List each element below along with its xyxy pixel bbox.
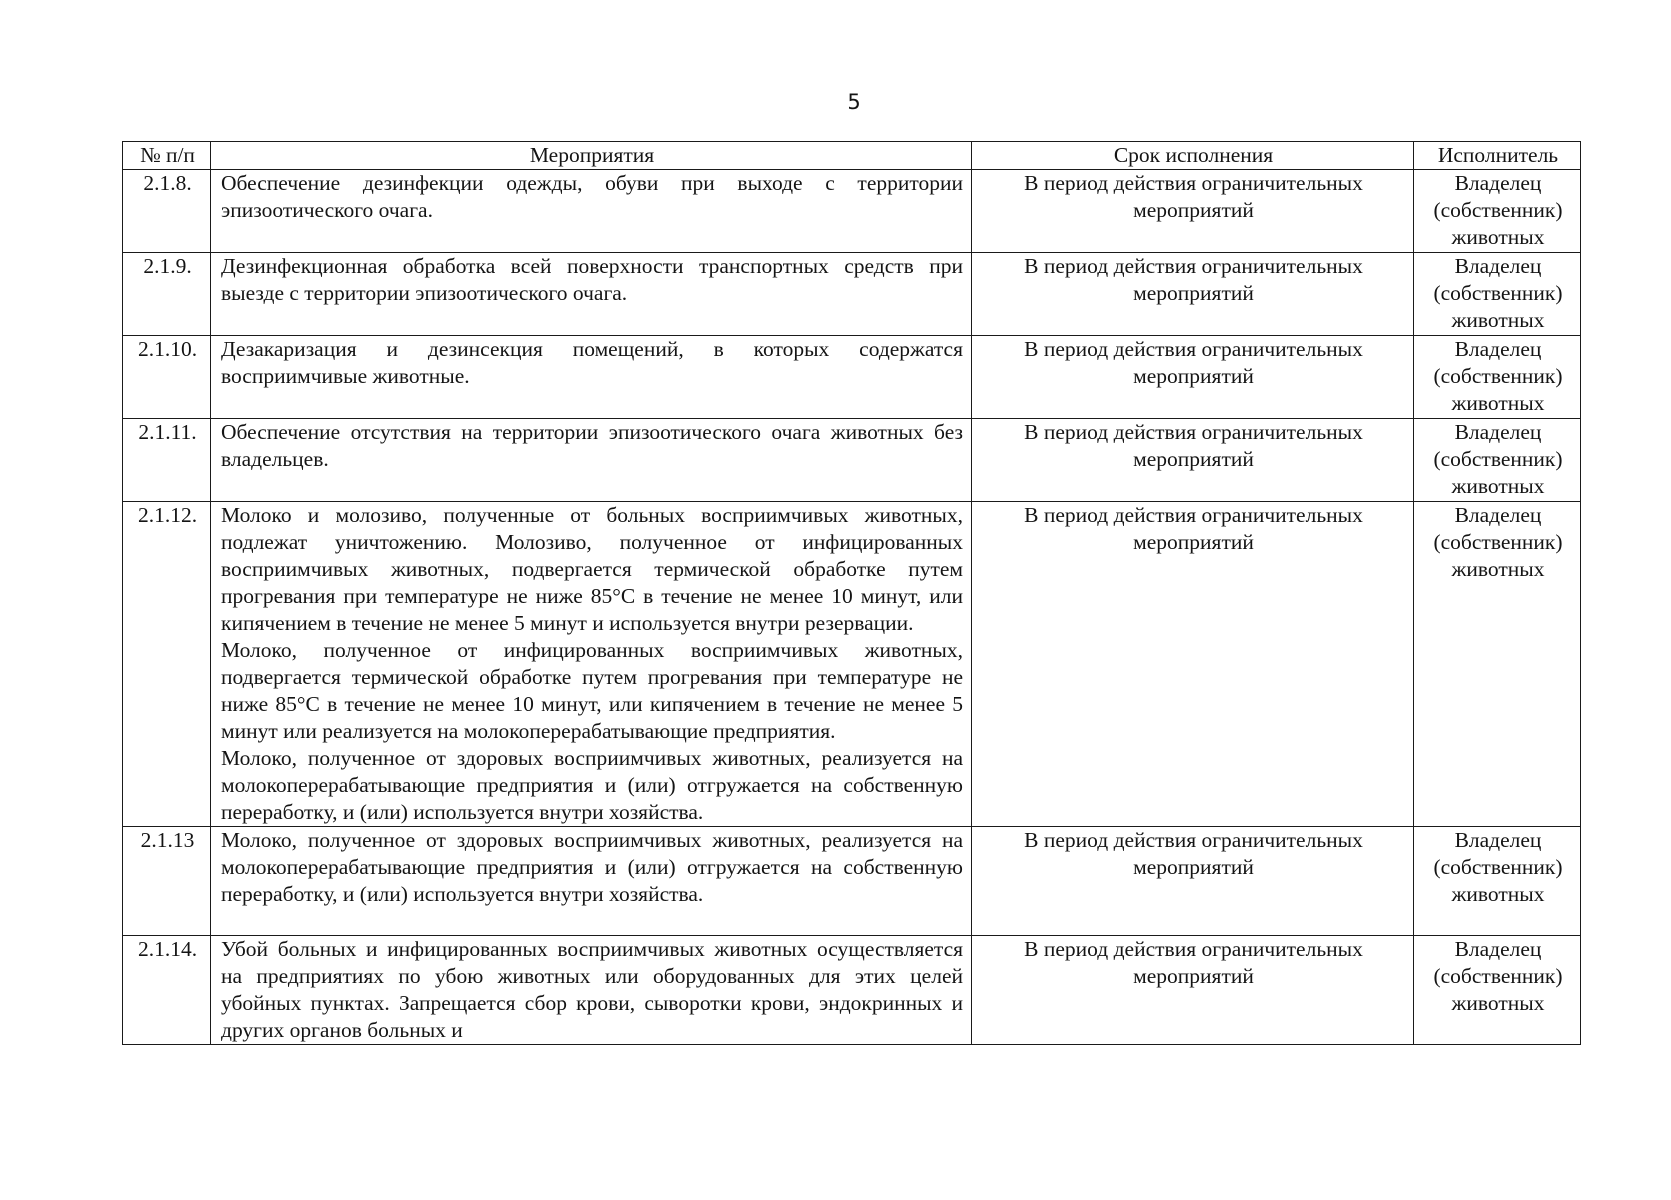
table-row [123, 419, 1581, 502]
row-number: 2.1.8. [123, 170, 211, 253]
row-action [211, 419, 972, 502]
table-row [123, 502, 1581, 827]
action-paragraph: Молоко, полученное от инфицированных восприимчивых животных, подвергается термической обработке путем прогревания при температуре не ниже 85°С в течение не менее 10 минут, или кипячением в течение не менее 5 минут или реализуется на молокоперерабатывающие предприятия. [221, 638, 963, 743]
executor-line: Владелец [1454, 828, 1542, 852]
deadline-line: В период действия ограничительных [1024, 937, 1363, 961]
row-executor [1414, 336, 1581, 419]
deadline-line: В период действия ограничительных [1024, 337, 1363, 361]
executor-line: Владелец [1454, 171, 1542, 195]
row-deadline [972, 827, 1414, 936]
action-paragraph: Молоко, полученное от здоровых восприимчивых животных, реализуется на молокоперерабатывающие предприятия и (или) отгружается на собственную переработку, и (или) используется внутри хозяйства. [221, 746, 963, 824]
row-number: 2.1.12. [123, 502, 211, 827]
table-row [123, 170, 1581, 253]
row-number: 2.1.14. [123, 936, 211, 1045]
row-deadline [972, 170, 1414, 253]
executor-line: Владелец [1454, 254, 1542, 278]
row-deadline [972, 253, 1414, 336]
header-executor: Исполнитель [1414, 142, 1581, 170]
deadline-line: мероприятий [1133, 364, 1254, 388]
deadline-line: В период действия ограничительных [1024, 254, 1363, 278]
executor-line: животных [1451, 557, 1545, 581]
deadline-line: мероприятий [1133, 447, 1254, 471]
table-row [123, 336, 1581, 419]
row-number: 2.1.10. [123, 336, 211, 419]
row-deadline [972, 502, 1414, 827]
measures-table [122, 141, 1581, 1045]
deadline-line: В период действия ограничительных [1024, 503, 1363, 527]
row-executor [1414, 827, 1581, 936]
row-action [211, 170, 972, 253]
row-deadline [972, 336, 1414, 419]
page-number: 5 [847, 90, 861, 114]
row-executor [1414, 170, 1581, 253]
executor-line: (собственник) [1433, 855, 1563, 879]
executor-line: Владелец [1454, 937, 1542, 961]
executor-line: (собственник) [1433, 530, 1563, 554]
executor-line: Владелец [1454, 503, 1542, 527]
action-paragraph: Дезинфекционная обработка всей поверхности транспортных средств при выезде с территории эпизоотического очага. [221, 254, 963, 305]
table-row [123, 827, 1581, 936]
row-deadline [972, 936, 1414, 1045]
header-action: Мероприятия [211, 142, 972, 170]
deadline-line: мероприятий [1133, 530, 1254, 554]
executor-line: животных [1451, 391, 1545, 415]
executor-line: Владелец [1454, 337, 1542, 361]
deadline-line: мероприятий [1133, 855, 1254, 879]
table-row [123, 253, 1581, 336]
deadline-line: В период действия ограничительных [1024, 828, 1363, 852]
row-action [211, 827, 972, 936]
row-number: 2.1.11. [123, 419, 211, 502]
header-num: № п/п [123, 142, 211, 170]
executor-line: животных [1451, 991, 1545, 1015]
action-paragraph: Молоко, полученное от здоровых восприимчивых животных, реализуется на молокоперерабатывающие предприятия и (или) отгружается на собственную переработку, и (или) используется внутри хозяйства. [221, 828, 963, 906]
row-number: 2.1.9. [123, 253, 211, 336]
executor-line: (собственник) [1433, 198, 1563, 222]
deadline-line: мероприятий [1133, 964, 1254, 988]
table-row [123, 936, 1581, 1045]
action-paragraph: Молоко и молозиво, полученные от больных восприимчивых животных, подлежат уничтожению. Молозиво, полученное от инфицированных восприимчивых животных, подвергается термической обработке путем прогревания при температуре не ниже 85°С в течение не менее 10 минут, или кипячением в течение не менее 5 минут и используется внутри резервации. [221, 503, 963, 635]
executor-line: животных [1451, 882, 1545, 906]
action-paragraph: Обеспечение дезинфекции одежды, обуви при выходе с территории эпизоотического очага. [221, 171, 963, 222]
row-action [211, 253, 972, 336]
row-deadline [972, 419, 1414, 502]
deadline-line: В период действия ограничительных [1024, 171, 1363, 195]
deadline-line: мероприятий [1133, 281, 1254, 305]
executor-line: (собственник) [1433, 364, 1563, 388]
executor-line: (собственник) [1433, 964, 1563, 988]
deadline-line: В период действия ограничительных [1024, 420, 1363, 444]
executor-line: животных [1451, 474, 1545, 498]
executor-line: (собственник) [1433, 281, 1563, 305]
row-action [211, 502, 972, 827]
deadline-line: мероприятий [1133, 198, 1254, 222]
executor-line: Владелец [1454, 420, 1542, 444]
action-paragraph: Обеспечение отсутствия на территории эпизоотического очага животных без владельцев. [221, 420, 963, 471]
executor-line: животных [1451, 308, 1545, 332]
row-executor [1414, 419, 1581, 502]
table-header-row [123, 142, 1581, 170]
executor-line: (собственник) [1433, 447, 1563, 471]
row-number: 2.1.13 [123, 827, 211, 936]
executor-line: животных [1451, 225, 1545, 249]
row-executor [1414, 502, 1581, 827]
row-action [211, 336, 972, 419]
action-paragraph: Убой больных и инфицированных восприимчивых животных осуществляется на предприятиях по убою животных или оборудованных для этих целей убойных пунктах. Запрещается сбор крови, сыворотки крови, эндокринных и других органов больных и [221, 937, 963, 1042]
header-deadline: Срок исполнения [972, 142, 1414, 170]
action-paragraph: Дезакаризация и дезинсекция помещений, в которых содержатся восприимчивые животные. [221, 337, 963, 388]
row-executor [1414, 936, 1581, 1045]
row-action [211, 936, 972, 1045]
row-executor [1414, 253, 1581, 336]
